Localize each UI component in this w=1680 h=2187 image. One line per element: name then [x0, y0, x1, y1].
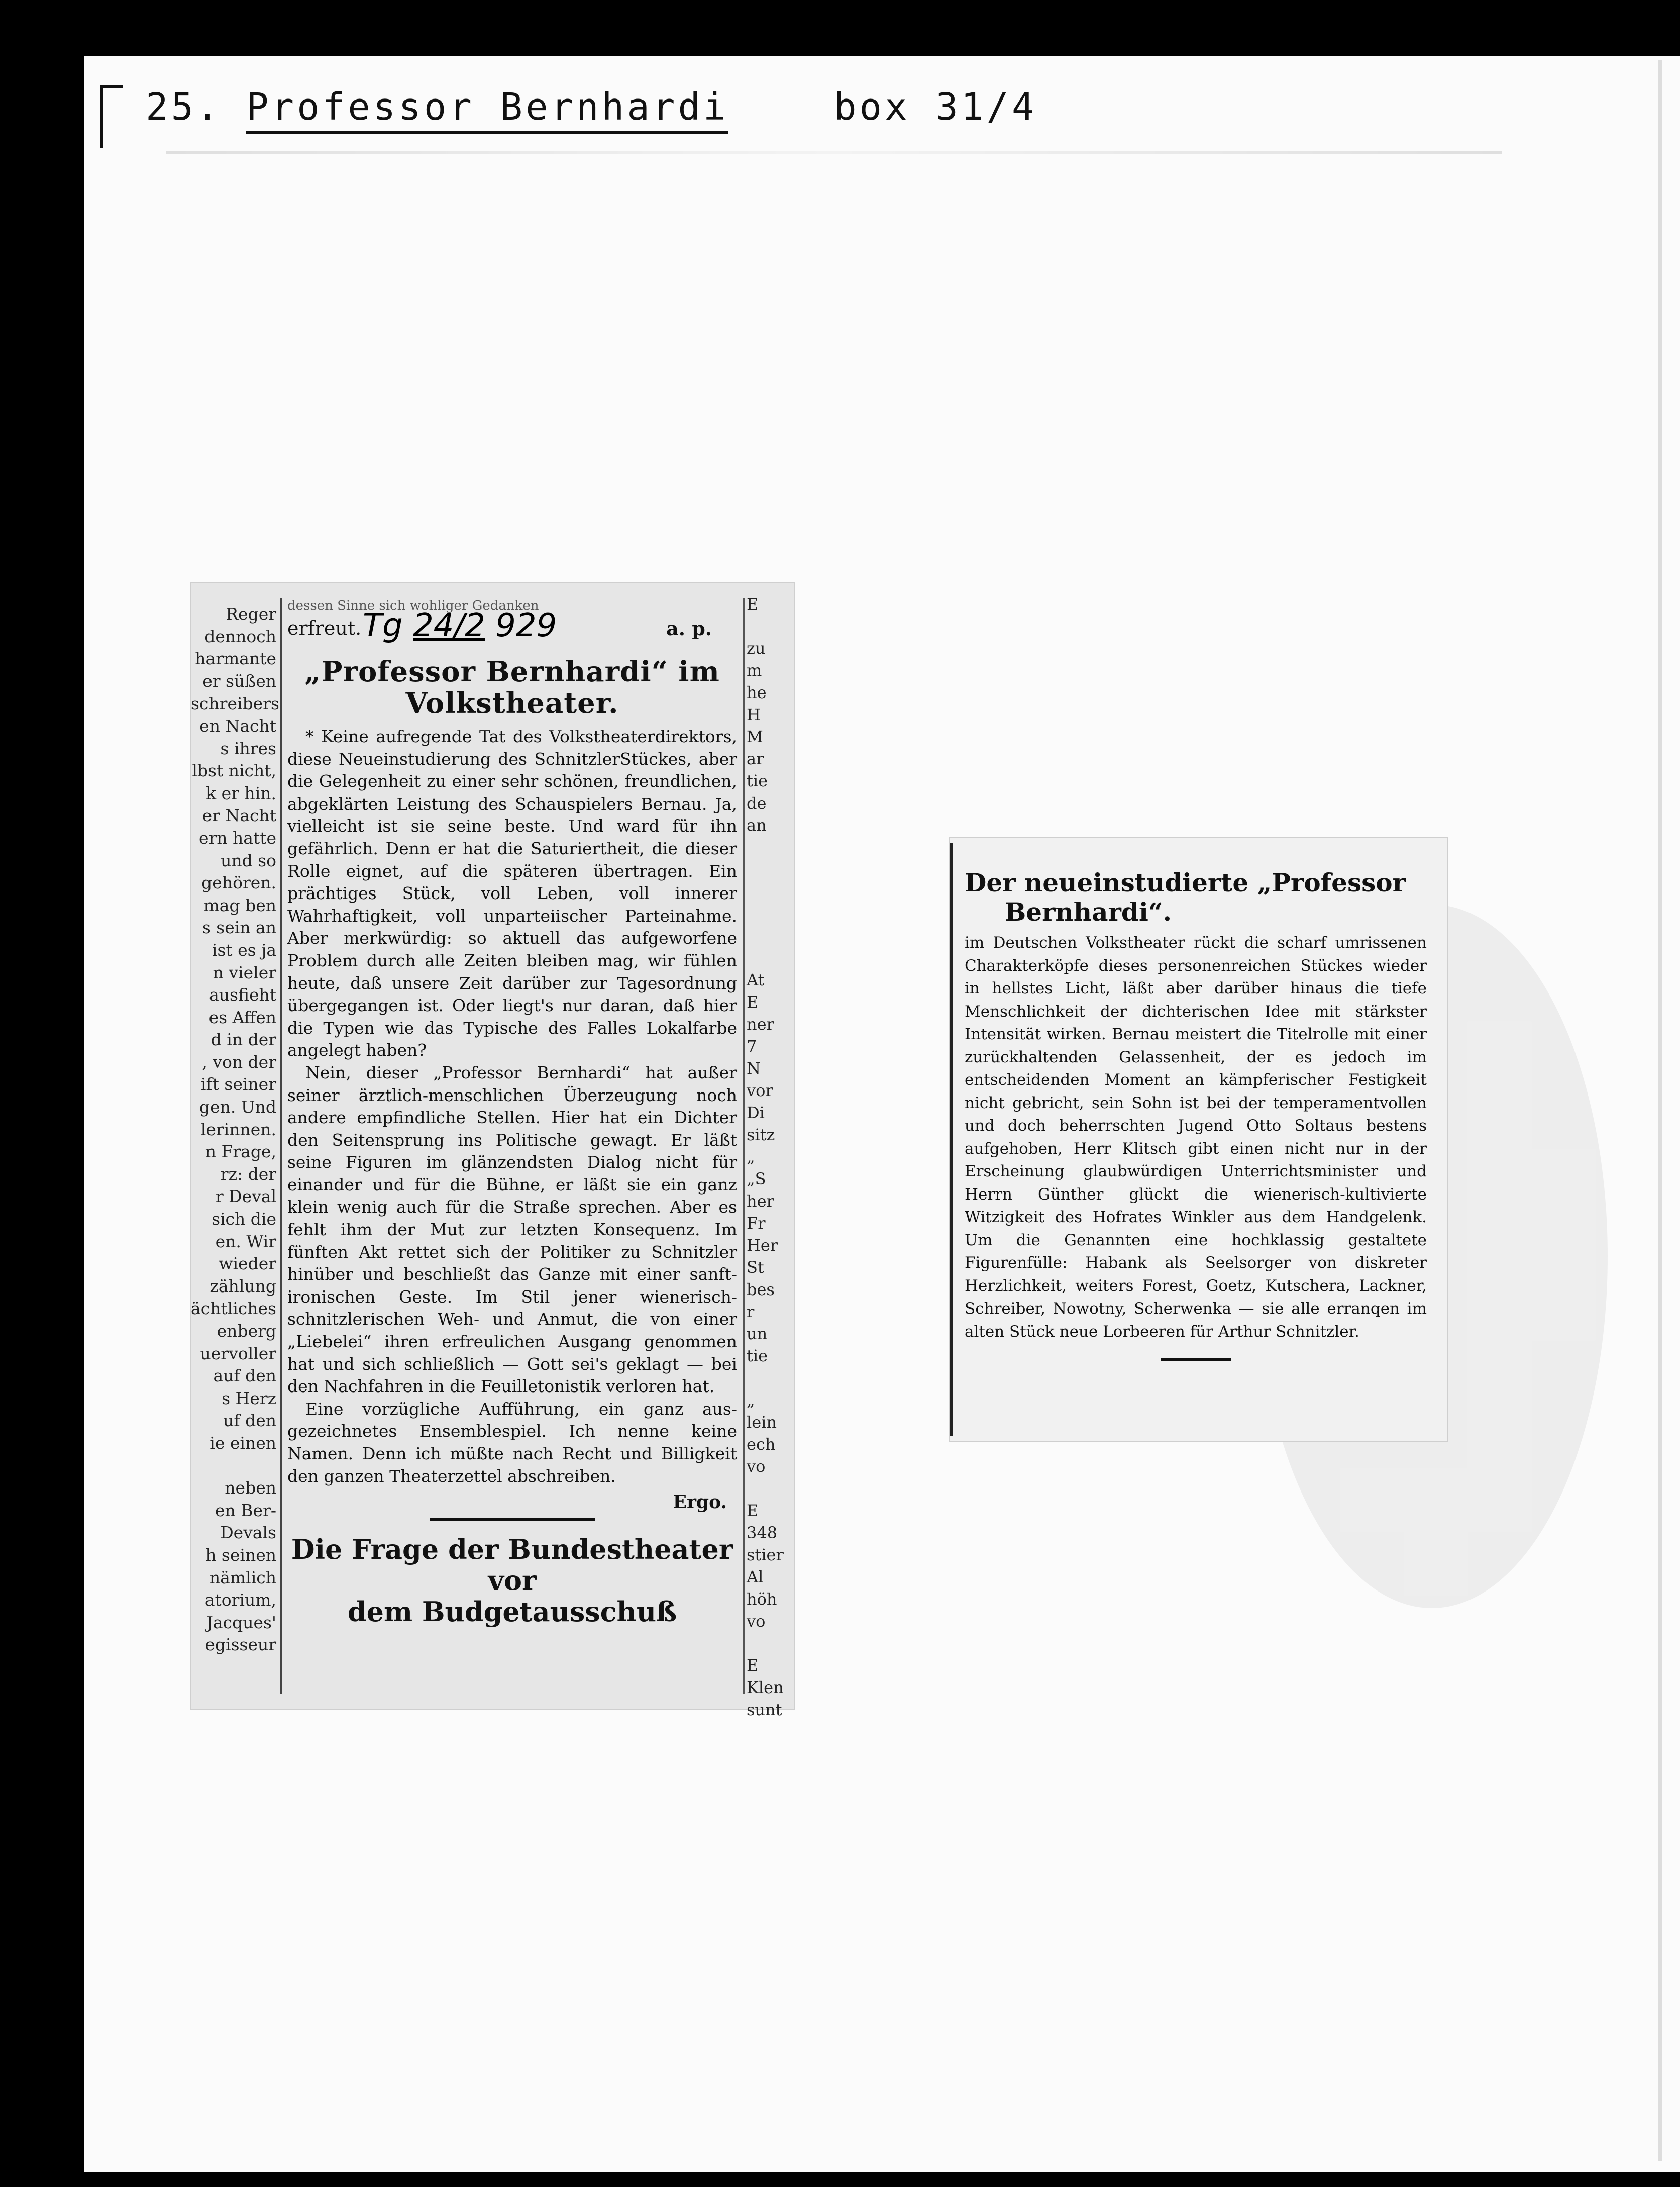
fragment-line: stier: [747, 1545, 784, 1564]
dateline: [287, 607, 737, 645]
fragment-line: h seinen: [205, 1545, 276, 1565]
fragment-line: tie: [747, 771, 768, 790]
fragment-line: „: [747, 1147, 755, 1166]
article-headline: „Professor Bernhardi“ im Volkstheater.: [304, 655, 720, 720]
column-rule: [280, 598, 282, 1694]
fragment-line: und so: [221, 850, 276, 870]
fragment-line: un: [747, 1324, 768, 1343]
handwritten-prefix: Tg: [363, 607, 403, 644]
fragment-line: tie: [747, 1346, 768, 1365]
fragment-line: Klen: [747, 1678, 784, 1697]
fragment-line: d in der: [211, 1030, 276, 1050]
fragment-line: E: [747, 1501, 759, 1520]
sheet-edge: [1658, 60, 1662, 2161]
fragment-line: uf den: [223, 1411, 276, 1431]
fragment-line: lerinnen.: [200, 1119, 276, 1139]
fragment-line: r Deval: [215, 1186, 276, 1207]
corner-mark: [100, 85, 123, 148]
fragment-line: en Ber-: [215, 1500, 276, 1520]
fragment-line: Fr: [747, 1214, 766, 1233]
article-paragraph: Eine vorzügliche Aufführung, ein ganz ausgezeichnetes Ensemblespiel. Ich nenne keine Namen. Denn ich müßte nach Recht und Billigkeit den ganzen Theaterzettel abschreiben.: [287, 1399, 737, 1486]
fragment-line: höh: [747, 1589, 777, 1609]
fragment-line: uervoller: [200, 1343, 276, 1363]
fragment-line: N: [747, 1059, 761, 1078]
headline-line-1: Der neueinstudierte „Professor: [965, 868, 1406, 898]
fragment-line: her: [747, 1191, 774, 1211]
fragment-line: vo: [747, 1612, 766, 1631]
fragment-line: en. Wir: [215, 1231, 276, 1251]
fragment-line: [747, 858, 794, 880]
fragment-line: gehören.: [201, 873, 276, 893]
newspaper-clipping-left: [191, 583, 794, 1719]
fragment-line: 348: [747, 1523, 778, 1542]
fragment-line: ner: [747, 1015, 774, 1034]
fragment-line: rz: der: [220, 1164, 276, 1184]
fragment-line: an: [747, 816, 767, 835]
fragment-line: Al: [747, 1567, 764, 1586]
fragment-line: lbst nicht,: [192, 761, 276, 781]
article-end-rule: [1161, 1358, 1231, 1361]
fragment-line: zu: [747, 639, 766, 658]
fragment-line: es Affen: [208, 1007, 276, 1027]
fragment-line: mag ben: [203, 895, 276, 915]
dateline-left: erfreut.: [287, 617, 362, 639]
fragment-line: gen. Und: [199, 1097, 276, 1117]
fragment-line: nämlich: [209, 1567, 276, 1587]
fragment-line: ausfieht: [209, 985, 276, 1005]
fragment-line: r: [747, 1302, 755, 1321]
fragment-line: Di: [747, 1103, 765, 1122]
fragment-line: auf den: [213, 1366, 276, 1386]
newspaper-clipping-right: [950, 838, 1447, 1441]
fragment-line: At: [747, 970, 765, 989]
fragment-line: [747, 925, 794, 947]
fragment-line: m: [747, 661, 762, 680]
fragment-line: harmante: [195, 649, 276, 669]
article-column: [965, 868, 1427, 1361]
fragment-line: ech: [747, 1435, 776, 1454]
fragment-line: sunt: [747, 1700, 782, 1719]
handwritten-date: [363, 607, 557, 644]
fragment-line: E: [747, 992, 759, 1012]
fragment-line: sich die: [212, 1209, 276, 1229]
fragment-line: [747, 880, 794, 903]
adjacent-column-fragment-left: [191, 603, 279, 1683]
article-body: [287, 726, 737, 1487]
fragment-line: ern hatte: [198, 828, 276, 848]
handwritten-day-month: 24/2: [413, 607, 485, 644]
fragment-line: Devals: [220, 1523, 276, 1543]
fragment-line: s Herz: [222, 1388, 276, 1408]
fragment-line: H: [747, 705, 761, 724]
fragment-line: E: [747, 594, 759, 614]
fragment-line: ie einen: [209, 1433, 276, 1453]
fragment-line: ist es ja: [212, 940, 276, 960]
fragment-line: ächtliches: [191, 1299, 276, 1319]
fragment-line: Her: [747, 1236, 778, 1255]
fragment-line: [747, 1477, 794, 1500]
file-title: Professor Bernhardi: [246, 85, 728, 134]
adjacent-column-fragment-right: [747, 593, 794, 1719]
fragment-line: s sein an: [202, 918, 276, 938]
fragment-line: ift seiner: [200, 1074, 276, 1095]
fragment-line: n vieler: [213, 962, 276, 982]
fragment-line: he: [747, 683, 767, 702]
next-headline-cut-line: dem Budgetausschuß: [347, 1596, 677, 1628]
fragment-line: ar: [747, 749, 764, 768]
fragment-line: de: [747, 793, 767, 813]
fragment-line: vor: [747, 1081, 773, 1100]
next-headline-line: Die Frage der Bundestheater vor: [291, 1533, 733, 1597]
fragment-line: lein: [747, 1413, 777, 1432]
fragment-line: [747, 1367, 794, 1389]
fragment-line: „S: [747, 1169, 766, 1188]
fragment-line: [747, 836, 794, 858]
fragment-line: sitz: [747, 1125, 775, 1144]
fragment-line: zählung: [209, 1276, 276, 1296]
fragment-line: 7: [747, 1037, 757, 1056]
fragment-line: Reger: [226, 604, 276, 624]
headline-line-2: Bernhardi“.: [1005, 897, 1172, 927]
fragment-line: wieder: [219, 1254, 276, 1274]
article-separator: [430, 1518, 595, 1521]
fragment-line: vo: [747, 1457, 766, 1476]
clipping-border: [950, 843, 953, 1436]
fragment-line: , von der: [202, 1052, 276, 1072]
article-paragraph: * Keine aufregende Tat des Volkstheaterdirektors, diese Neueinstudierung des SchnitzlerStückes, aber die Gelegenheit zu einer sehr schönen, freundlichen, abgeklärten Leistung des Schauspielers Bernau. Ja, vielleicht ist sie seine beste. Und ward für ihn gefährlich. Denn er hat die Saturiertheit, die dieser Rolle eignet, auf die späteren übertragen. Ein prächtiges Stück, voll Leben, voll innerer Wahrhaftigkeit, voll unparteiischer Parteinahme. Aber merkwürdig: so aktuell das aufgeworfene Problem durch alle Zeiten bleiben mag, wir fühlen heute, daß unsere Zeit darüber zur Tagesordnung übergegangen ist. Oder liegt's nur daran, daß hier die Typen wie das Typische des Falles Lokalfarbe angelegt haben?: [287, 727, 737, 1060]
header-rule: [166, 151, 1502, 154]
fragment-line: schreibers: [191, 693, 279, 714]
fragment-line: egisseur: [205, 1635, 276, 1655]
fragment-line: Jacques': [206, 1612, 276, 1632]
fragment-line: „: [747, 1390, 755, 1410]
fragment-line: St: [747, 1258, 764, 1277]
fragment-line: en Nacht: [199, 716, 276, 736]
article-column: [287, 598, 737, 1628]
fragment-line: [747, 903, 794, 925]
fragment-line: k er hin.: [206, 783, 276, 803]
fragment-line: n Frage,: [205, 1142, 276, 1162]
fragment-line: dennoch: [204, 626, 276, 646]
fragment-line: [747, 615, 794, 637]
article-signature: Ergo.: [673, 1492, 727, 1513]
article-headline: [965, 868, 1427, 927]
fragment-line: er Nacht: [202, 806, 276, 826]
fragment-line: s ihres: [220, 738, 276, 758]
fragment-line: er süßen: [202, 671, 276, 691]
file-number: 25.: [146, 85, 222, 129]
fragment-line: [747, 947, 794, 969]
fragment-line: neben: [225, 1478, 276, 1498]
box-number: box 31/4: [834, 85, 1037, 129]
fragment-line: atorium,: [204, 1590, 276, 1610]
fragment-line: M: [747, 727, 763, 746]
article-body: im Deutschen Volkstheater rückt die scharf umrissenen Charakterköpfe dieses personenreichen Stückes wieder in hellstes Licht, läßt aber darüber hinaus die tiefe Menschlichkeit der dichterischen Idee mit stärkster Intensität wirken. Bernau meistert die Titelrolle mit einer zurückhaltenden Gelassenheit, der es jedoch im entscheidenden Moment an kämpferischer Festigkeit nicht gebricht, sein Sohn ist bei der temperamentvollen und doch beherrschten Jugend Otto Soltaus bestens aufgehoben, Herr Klitsch gibt einen nicht nur in der Erscheinung glaubwürdigen Unterrichtsminister und Herrn Günther glückt die wienerisch-kultivierte Witzigkeit des Hofrates Winkler aus dem Handgelenk. Um die Genannten eine hochklassig gestaltete Figurenfülle: Habank als Seelsorger von diskreter Herzlichkeit, weiters Forest, Goetz, Kutschera, Lackner, Schreiber, Nowotny, Scherwenka — sie alle erranqen im alten Stück neue Lorbeeren für Arthur Schnitzler.: [965, 934, 1427, 1341]
column-rule: [743, 598, 745, 1694]
fragment-line: enberg: [217, 1321, 276, 1341]
article-paragraph: Nein, dieser „Professor Bernhardi“ hat außer seiner ärztlich-menschlichen Überzeugung noch andere empfindliche Stellen. Hier hat ein Dichter den Seitensprung ins Politische gewagt. Er läßt seine Figuren im glänzendsten Dialog nicht für einander und für die Bühne, er läßt sie ein ganz klein wenig auch für die Straße sprechen. Aber es fehlt ihm der Mut zur letzten Konsequenz. Im fünften Akt rettet sich der Politiker zu Schnitzler hinüber und beschließt das Ganze mit einer sanft-ironischen Geste. Im Stil jener wienerisch-schnitzlerischen Weh- und Anmut, die von einer „Liebelei“ ihren erfreulichen Ausgang genommen hat und sich schließlich — Gott sei's geklagt — bei den Nachfahren in die Feuilletonistik verloren hat.: [287, 1062, 737, 1397]
dateline-right: a. p.: [666, 617, 712, 640]
file-header: [146, 85, 1037, 129]
handwritten-year: 929: [495, 607, 557, 644]
fragment-line: E: [747, 1656, 759, 1675]
fragment-line: [747, 1632, 794, 1654]
fragment-line: [191, 1455, 276, 1477]
previous-article-tail: dessen Sinne sich wohliger Gedanken: [287, 598, 539, 613]
fragment-line: bes: [747, 1280, 775, 1299]
next-article-headline: [287, 1533, 737, 1628]
